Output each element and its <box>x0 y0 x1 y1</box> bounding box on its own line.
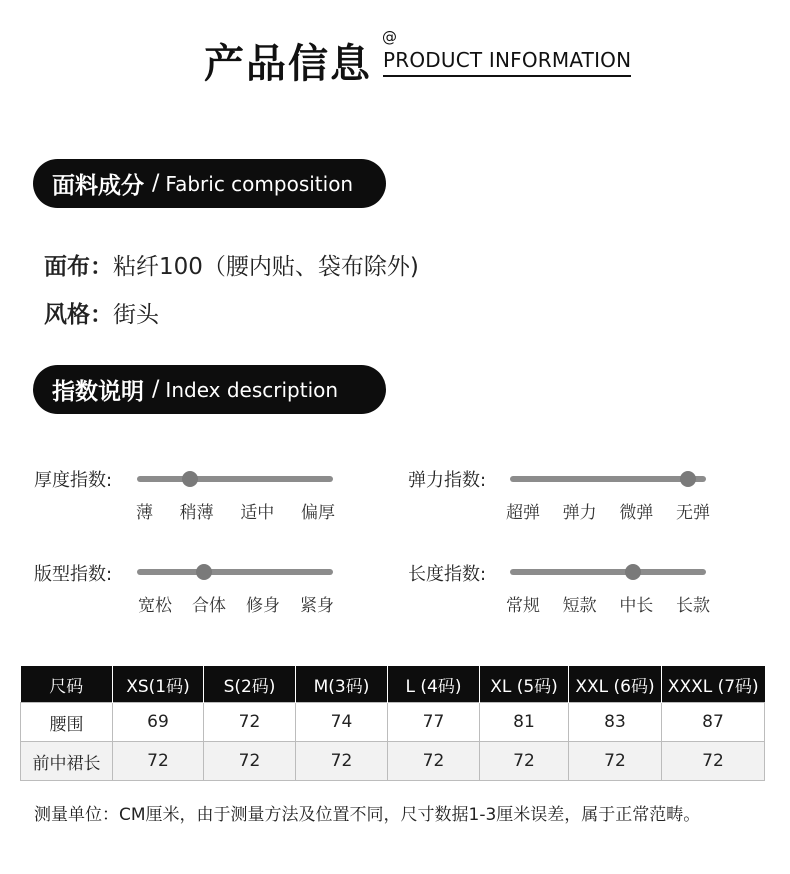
table-row <box>21 742 765 781</box>
index-title-cn: 指数说明 <box>52 379 144 405</box>
elasticity-index-marker <box>680 471 696 487</box>
table-cell: 69 <box>113 703 204 742</box>
thickness-index-marker <box>182 471 198 487</box>
elasticity-index-options <box>506 498 710 523</box>
fit-option: 紧身 <box>300 596 334 616</box>
row-label-waist: 腰围 <box>21 703 113 742</box>
elasticity-option: 微弹 <box>619 503 654 523</box>
style-label: 风格： <box>44 302 113 328</box>
length-index-options <box>506 591 710 616</box>
fit-option: 宽松 <box>138 596 172 616</box>
length-option: 短款 <box>562 596 597 616</box>
row-label-front-length: 前中裙长 <box>21 742 113 781</box>
fabric-line-material <box>44 248 419 281</box>
fabric-value: 粘纤100（腰内贴、袋布除外) <box>113 254 419 280</box>
size-table-header: L (4码) <box>388 666 480 703</box>
fit-index-options <box>138 591 334 616</box>
thickness-option: 适中 <box>240 503 275 523</box>
length-option: 常规 <box>506 596 540 616</box>
size-table-header: XL (5码) <box>480 666 569 703</box>
fabric-title-en: Fabric composition <box>165 171 354 196</box>
fabric-section-header <box>33 159 386 208</box>
table-cell: 72 <box>113 742 204 781</box>
table-cell: 72 <box>204 742 296 781</box>
thickness-index-track <box>137 476 333 482</box>
measurement-note: 测量单位：CM厘米，由于测量方法及位置不同，尺寸数据1-3厘米误差，属于正常范畴。 <box>34 805 701 825</box>
length-index-marker <box>625 564 641 580</box>
size-table <box>20 666 765 781</box>
table-cell: 74 <box>296 703 388 742</box>
elasticity-option: 弹力 <box>562 503 597 523</box>
fit-index-track <box>137 569 333 575</box>
at-symbol: @ <box>382 28 397 46</box>
thickness-index-options <box>136 498 335 523</box>
length-index-track <box>510 569 706 575</box>
size-table-header: S(2码) <box>204 666 296 703</box>
size-table-header: M(3码) <box>296 666 388 703</box>
table-cell: 72 <box>662 742 765 781</box>
thickness-option: 偏厚 <box>300 503 335 523</box>
index-title-separator: / <box>152 377 160 402</box>
table-cell: 72 <box>388 742 480 781</box>
length-index-label: 长度指数: <box>408 564 487 585</box>
thickness-index-label: 厚度指数: <box>34 470 113 491</box>
fabric-label: 面布： <box>44 254 113 280</box>
index-title-en: Index description <box>165 377 339 402</box>
elasticity-option: 无弹 <box>675 503 710 523</box>
fabric-title-cn: 面料成分 <box>52 173 144 199</box>
page-title-english: PRODUCT INFORMATION <box>383 48 631 77</box>
fit-option: 修身 <box>246 596 280 616</box>
page-title: 产品信息 <box>204 41 372 87</box>
fabric-title-separator: / <box>152 171 160 196</box>
fit-index-label: 版型指数: <box>34 564 113 585</box>
index-section-header <box>33 365 386 414</box>
style-value: 街头 <box>113 302 159 328</box>
table-cell: 72 <box>296 742 388 781</box>
size-table-header: XS(1码) <box>113 666 204 703</box>
table-cell: 77 <box>388 703 480 742</box>
elasticity-index-label: 弹力指数: <box>408 470 487 491</box>
table-cell: 81 <box>480 703 569 742</box>
fit-option: 合体 <box>192 596 226 616</box>
size-table-header: 尺码 <box>21 666 113 703</box>
table-cell: 72 <box>569 742 662 781</box>
length-option: 中长 <box>619 596 654 616</box>
thickness-option: 稍薄 <box>179 503 214 523</box>
table-row <box>21 703 765 742</box>
elasticity-index-track <box>510 476 706 482</box>
table-cell: 72 <box>204 703 296 742</box>
size-table-header: XXL (6码) <box>569 666 662 703</box>
table-cell: 87 <box>662 703 765 742</box>
table-cell: 83 <box>569 703 662 742</box>
thickness-option: 薄 <box>136 503 153 523</box>
elasticity-option: 超弹 <box>506 503 540 523</box>
fit-index-marker <box>196 564 212 580</box>
size-table-header-row <box>21 666 765 703</box>
fabric-line-style <box>44 296 159 329</box>
table-cell: 72 <box>480 742 569 781</box>
size-table-header: XXXL (7码) <box>662 666 765 703</box>
length-option: 长款 <box>675 596 710 616</box>
